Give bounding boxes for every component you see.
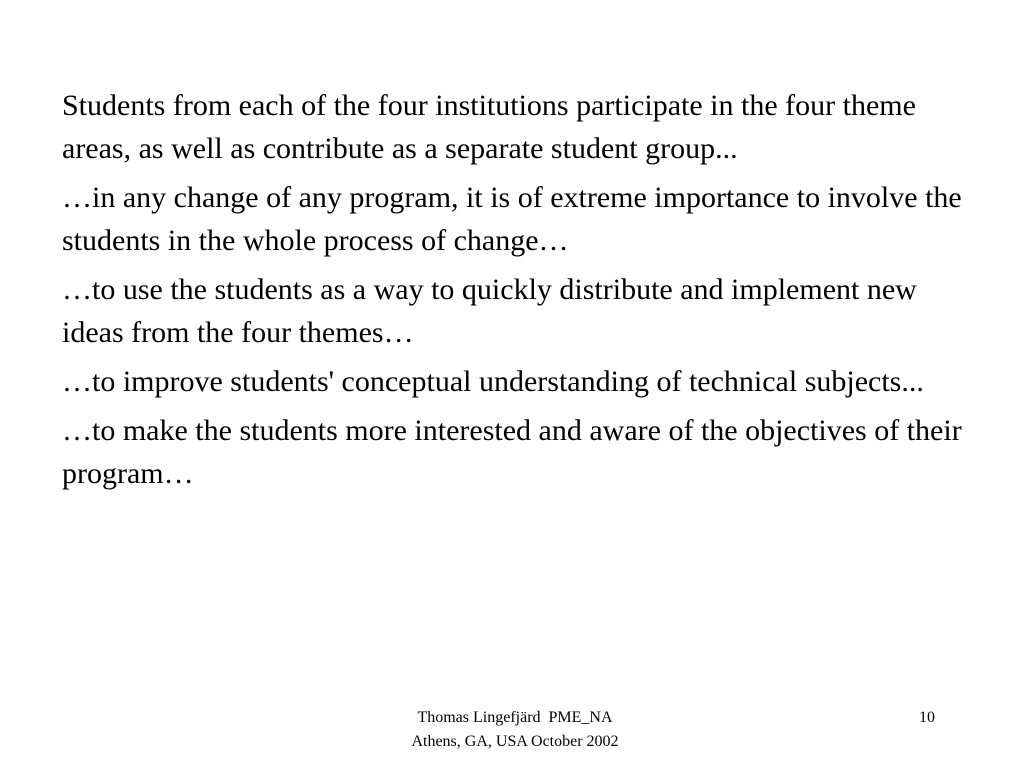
paragraph-change-importance: …in any change of any program, it is of extreme importance to involve the students in the whole process of change… (62, 181, 962, 257)
paragraph-intro: Students from each of the four institutions participate in the four theme areas, as well as contribute as a separate student group... (62, 89, 916, 165)
slide-body (62, 84, 982, 501)
footer-credits (360, 706, 670, 754)
footer-author: Thomas Lingefjärd PME_NA (417, 709, 613, 726)
footer-location: Athens, GA, USA October 2002 (411, 733, 619, 750)
paragraph-conceptual-understanding: …to improve students' conceptual understanding of technical subjects... (62, 365, 924, 398)
paragraph-program-objectives: …to make the students more interested and aware of the objectives of their program… (62, 414, 962, 490)
page-number: 10 (919, 709, 935, 726)
paragraph-distribute-ideas: …to use the students as a way to quickly distribute and implement new ideas from the four themes… (62, 273, 917, 349)
